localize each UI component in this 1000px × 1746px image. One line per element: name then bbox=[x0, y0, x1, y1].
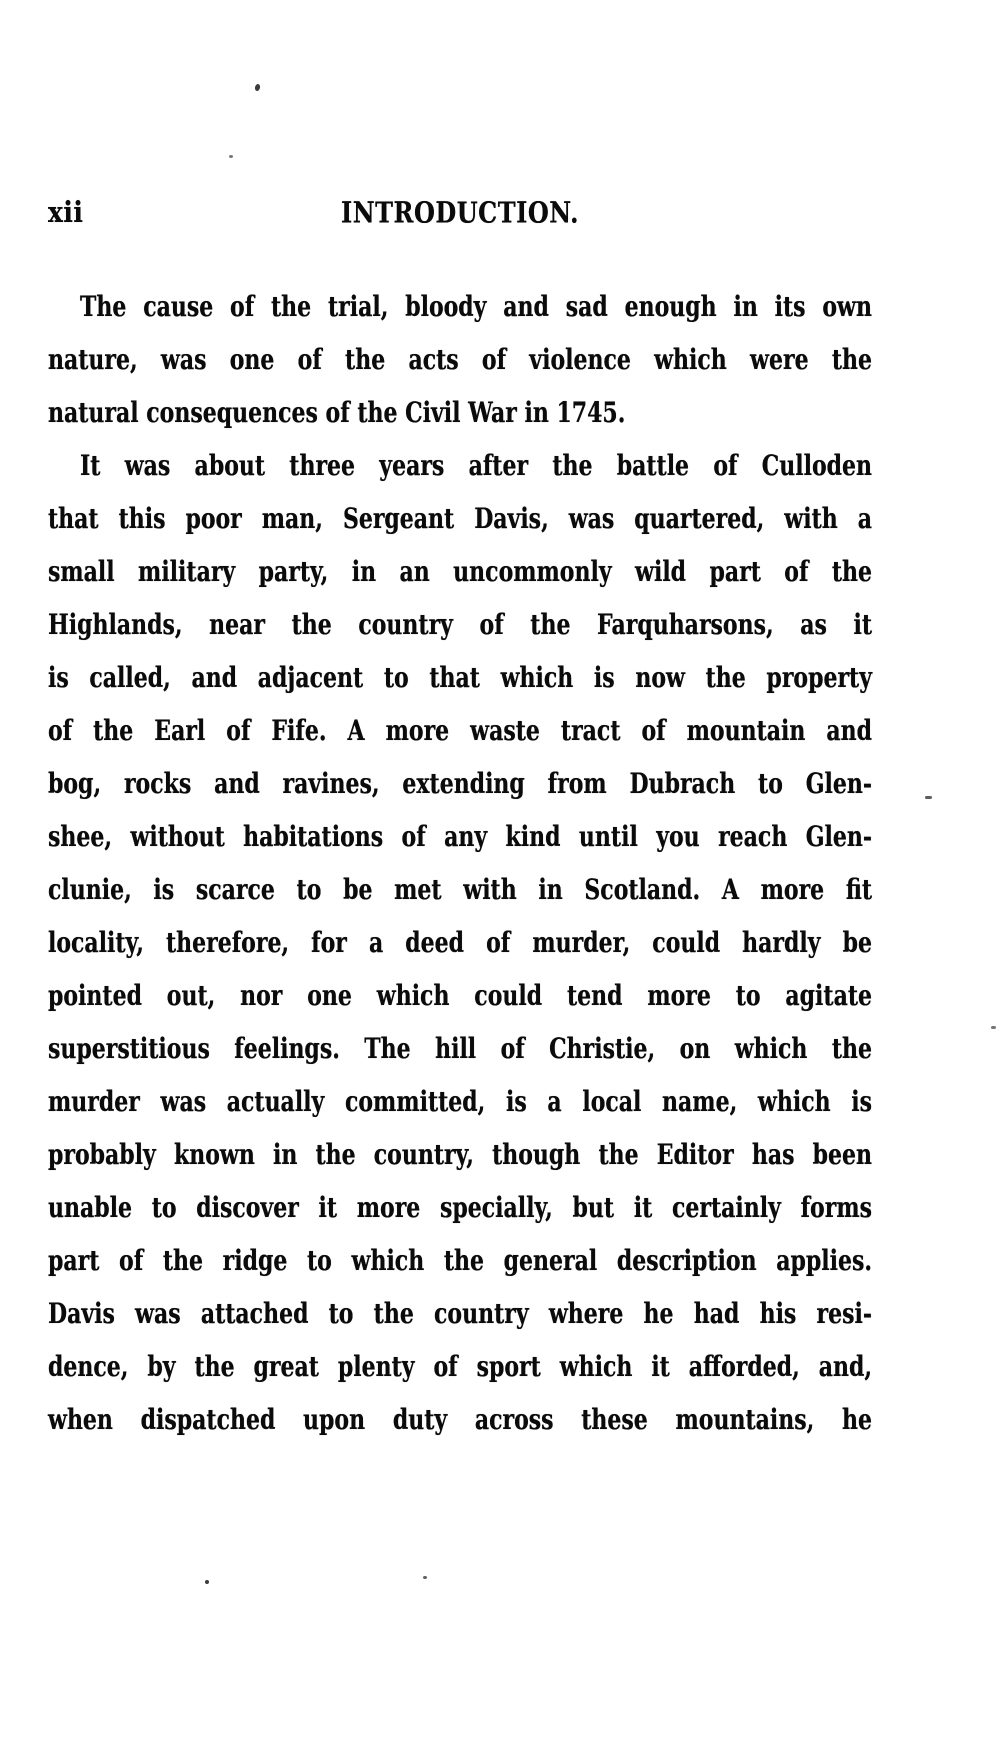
body-line: Davis was attached to the country where he had his resi- bbox=[48, 1297, 872, 1331]
body-line: when dispatched upon duty across these mountains, he bbox=[48, 1403, 872, 1437]
page-number: xii bbox=[48, 195, 84, 230]
body-line: that this poor man, Sergeant Davis, was quartered, with a bbox=[48, 502, 872, 536]
scan-speck bbox=[205, 1580, 209, 1584]
body-line: murder was actually committed, is a local name, which is bbox=[48, 1085, 872, 1119]
body-line: of the Earl of Fife. A more waste tract of mountain and bbox=[48, 714, 872, 748]
scan-speck bbox=[423, 1576, 427, 1579]
body-line: unable to discover it more specially, but it certainly forms bbox=[48, 1191, 872, 1225]
body-line: bog, rocks and ravines, extending from Dubrach to Glen- bbox=[48, 767, 872, 801]
body-line: It was about three years after the battle of Culloden bbox=[80, 449, 872, 483]
body-line: probably known in the country, though the Editor has been bbox=[48, 1138, 872, 1172]
body-line: clunie, is scarce to be met with in Scotland. A more fit bbox=[48, 873, 872, 907]
body-text bbox=[48, 281, 872, 1447]
body-line: locality, therefore, for a deed of murder, could hardly be bbox=[48, 926, 872, 960]
body-line: Highlands, near the country of the Farquharsons, as it bbox=[48, 608, 872, 642]
scan-speck bbox=[229, 155, 233, 158]
body-line: The cause of the trial, bloody and sad enough in its own bbox=[80, 290, 872, 324]
scan-speck bbox=[254, 83, 261, 91]
body-line: pointed out, nor one which could tend more to agitate bbox=[48, 979, 872, 1013]
body-line: natural consequences of the Civil War in 1745. bbox=[48, 396, 626, 430]
body-line: shee, without habitations of any kind until you reach Glen- bbox=[48, 820, 872, 854]
running-header: INTRODUCTION. bbox=[341, 195, 579, 230]
scan-speck bbox=[991, 1026, 996, 1029]
body-line: superstitious feelings. The hill of Christie, on which the bbox=[48, 1032, 872, 1066]
body-line: nature, was one of the acts of violence which were the bbox=[48, 343, 872, 377]
body-line: is called, and adjacent to that which is now the property bbox=[48, 661, 872, 695]
body-line: part of the ridge to which the general description applies. bbox=[48, 1244, 872, 1278]
body-line: dence, by the great plenty of sport which it afforded, and, bbox=[48, 1350, 872, 1384]
scan-speck bbox=[925, 796, 932, 799]
body-line: small military party, in an uncommonly wild part of the bbox=[48, 555, 872, 589]
